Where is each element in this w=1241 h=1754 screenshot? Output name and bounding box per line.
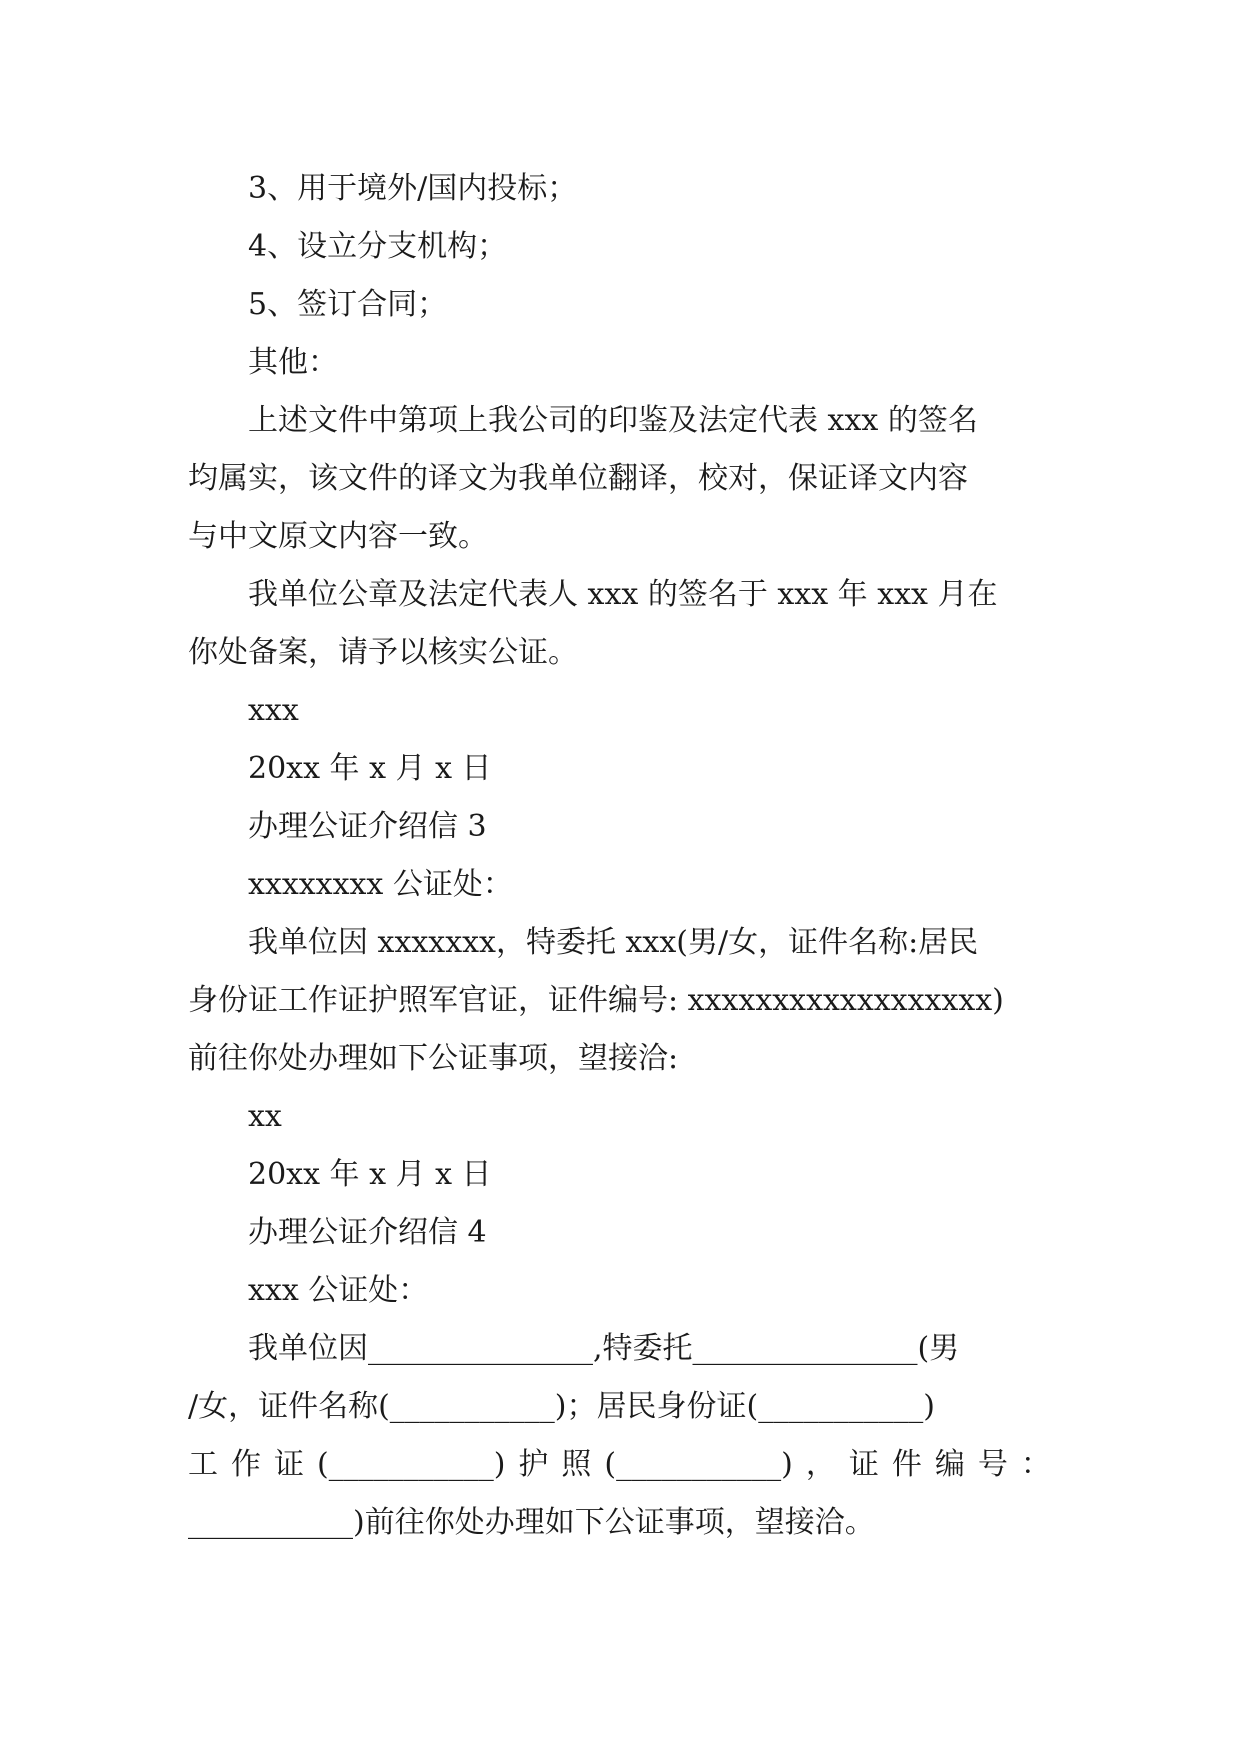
notary-office-4: xxx 公证处： <box>248 1273 429 1308</box>
document-body <box>188 160 1051 1552</box>
text-fragment: 证 <box>274 1447 304 1482</box>
paragraph-line: 前往你处办理如下公证事项，望接洽: <box>188 1041 679 1076</box>
text-fragment: 作 <box>231 1447 261 1482</box>
paragraph-line: 我单位公章及法定代表人 xxx 的签名于 xxx 年 xxx 月在 <box>248 577 998 612</box>
paragraph-line: 你处备案，请予以核实公证。 <box>188 635 578 670</box>
list-item-5: 5、签订合同； <box>248 287 448 322</box>
text-fragment: ： <box>1020 1447 1051 1482</box>
paragraph-line: 均属实，该文件的译文为我单位翻译，校对，保证译文内容 <box>188 461 968 496</box>
list-item-3: 3、用于境外/国内投标； <box>248 171 578 206</box>
signature-1: xxx <box>248 693 299 728</box>
notary-office-3: xxxxxxxx 公证处： <box>248 867 513 902</box>
text-fragment: 编 <box>934 1447 965 1482</box>
date-2: 20xx 年 x 月 x 日 <box>248 1157 492 1192</box>
paragraph-line: 与中文原文内容一致。 <box>188 519 488 554</box>
blank-field: (___________) <box>317 1447 506 1482</box>
paragraph-line: 我单位因_______________,特委托_______________(男 <box>248 1331 960 1366</box>
letter-title-4: 办理公证介绍信 4 <box>248 1215 487 1250</box>
paragraph-line: /女，证件名称(___________)；居民身份证(___________) <box>188 1389 935 1424</box>
text-fragment: 护 <box>518 1447 549 1482</box>
signature-2: xx <box>248 1099 282 1134</box>
paragraph-line: 上述文件中第项上我公司的印鉴及法定代表 xxx 的签名 <box>248 403 978 438</box>
text-fragment: 号 <box>977 1447 1008 1482</box>
other-label: 其他： <box>248 345 338 380</box>
blank-field: (___________) <box>604 1447 793 1482</box>
paragraph-filing <box>188 566 1051 682</box>
text-fragment: 工 <box>188 1447 218 1482</box>
paragraph-certification <box>188 392 1051 566</box>
paragraph-entrust-3 <box>188 914 1051 1088</box>
text-fragment: 件 <box>891 1447 922 1482</box>
list-item-4: 4、设立分支机构； <box>248 229 508 264</box>
date-1: 20xx 年 x 月 x 日 <box>248 751 492 786</box>
text-fragment: 证 <box>848 1447 879 1482</box>
paragraph-line-justified <box>188 1436 1051 1494</box>
text-fragment: ， <box>805 1447 836 1482</box>
paragraph-line: 身份证工作证护照军官证，证件编号: xxxxxxxxxxxxxxxxxx) <box>188 983 1004 1018</box>
letter-title-3: 办理公证介绍信 3 <box>248 809 487 844</box>
paragraph-line: ___________)前往你处办理如下公证事项，望接洽。 <box>188 1505 875 1540</box>
text-fragment: 照 <box>561 1447 592 1482</box>
paragraph-line: 我单位因 xxxxxxx，特委托 xxx(男/女，证件名称:居民 <box>248 925 979 960</box>
paragraph-entrust-4 <box>188 1320 1051 1552</box>
